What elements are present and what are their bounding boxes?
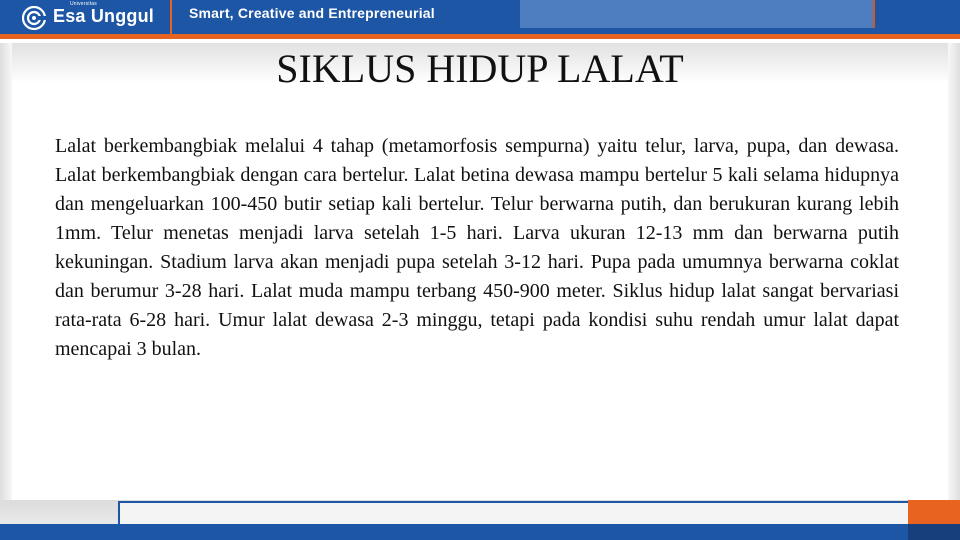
header-accent-edge (873, 0, 875, 28)
esa-unggul-logo-icon (22, 6, 46, 30)
slide-frame-right (948, 43, 960, 503)
header-accent-bar (520, 0, 875, 28)
university-logo (0, 0, 170, 34)
footer-orange-block (908, 500, 960, 524)
header-divider (170, 0, 172, 34)
slide-title: SIKLUS HIDUP LALAT (276, 46, 684, 91)
footer-outline-box (118, 501, 912, 525)
slide-frame-left (0, 43, 12, 503)
slide-body-text: Lalat berkembangbiak melalui 4 tahap (metamorfosis sempurna) yaitu telur, larva, pupa, dan dewasa. Lalat berkembangbiak dengan cara bertelur. Lalat betina dewasa mampu bertelur 5 kali selama hidupnya dan mengeluarkan 100-450 butir setiap kali bertelur. Telur berwarna putih, dan berukuran kurang lebih 1mm. Telur menetas menjadi larva setelah 1-5 hari. Larva ukuran 12-13 mm dan berwarna putih kekuningan. Stadium larva akan menjadi pupa setelah 3-12 hari. Pupa pada umumnya berwarna coklat dan berumur 3-28 hari. Lalat muda mampu terbang 450-900 meter. Siklus hidup lalat sangat bervariasi rata-rata 6-28 hari. Umur lalat dewasa 2-3 minggu, tetapi pada kondisi suhu rendah umur lalat dapat mencapai 3 bulan. (55, 135, 899, 360)
logo-subtitle: Universitas (70, 1, 97, 7)
logo-name: Esa Unggul (53, 6, 155, 26)
header-tagline: Smart, Creative and Entrepreneurial (189, 5, 435, 21)
footer-dark-block (908, 524, 960, 540)
footer-blue-strip (0, 524, 960, 540)
